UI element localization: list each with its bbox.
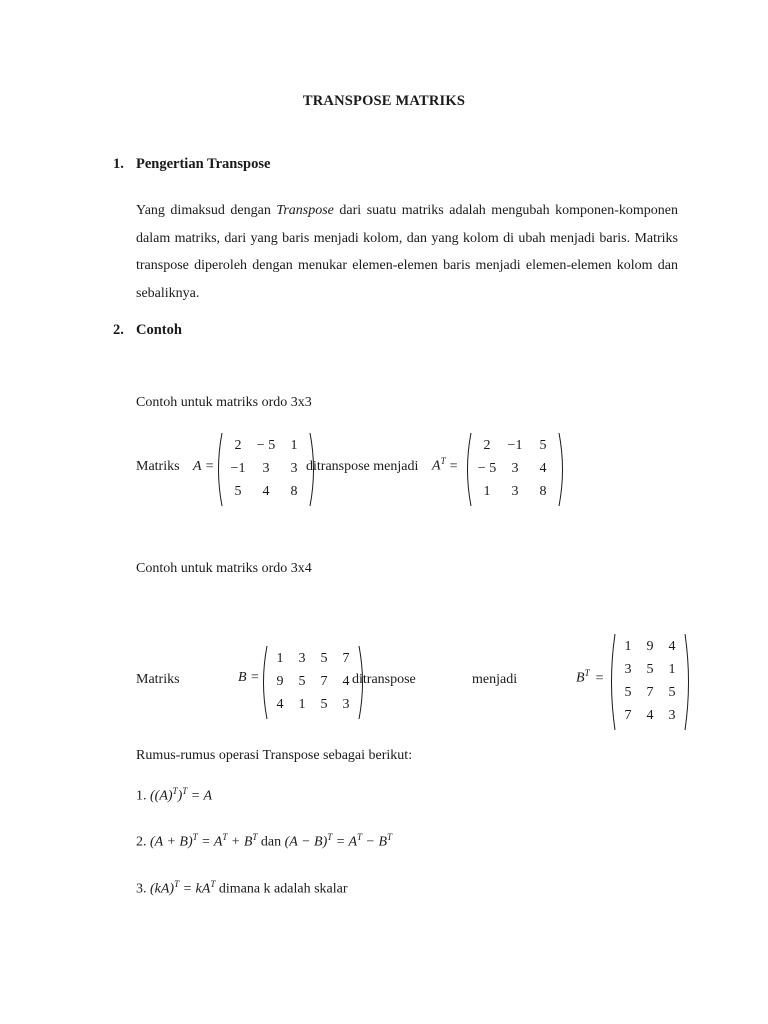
rule-1 xyxy=(136,786,212,805)
matrix-cell: 5 xyxy=(539,437,547,453)
example1-rhs-eq: = xyxy=(449,458,458,474)
rule-1-c: = A xyxy=(187,788,212,804)
matrix-cell: 3 xyxy=(511,460,519,476)
section1-number: 1. xyxy=(113,156,124,172)
matrix-cell: 4 xyxy=(262,483,270,499)
example1-rhs-sup: T xyxy=(440,456,446,466)
matrix-a xyxy=(216,432,316,507)
rule-3-num: 3. xyxy=(136,881,150,897)
matrix-cell: 4 xyxy=(646,707,654,723)
matrix-a-transpose xyxy=(465,432,565,507)
matrix-b xyxy=(261,645,365,720)
rule-1-s1: T xyxy=(172,786,178,796)
rule-3 xyxy=(136,879,348,898)
example2-connector1: ditranspose xyxy=(352,672,416,687)
matrix-cell: 5 xyxy=(320,650,328,666)
matrix-b-transpose xyxy=(609,633,691,731)
example1-connector: ditranspose menjadi xyxy=(306,459,419,474)
rule-2-s3: T xyxy=(252,832,258,842)
rule-1-a: ((A) xyxy=(150,788,173,804)
rule-2-g: − B xyxy=(362,834,388,850)
rule-2-e: (A − B) xyxy=(284,834,328,850)
matrix-cell: 5 xyxy=(624,684,632,700)
matrix-cell: − 5 xyxy=(477,460,497,476)
rule-2-f: = A xyxy=(332,834,358,850)
matrix-cell: −1 xyxy=(507,437,523,453)
matrix-cell: 9 xyxy=(276,673,284,689)
rule-2-c: + B xyxy=(227,834,253,850)
matrix-cell: 3 xyxy=(262,460,270,476)
rule-2-s6: T xyxy=(387,832,393,842)
rule-2-s2: T xyxy=(222,832,228,842)
rule-1-s2: T xyxy=(182,786,188,796)
rule-3-c: dimana k adalah skalar xyxy=(215,881,348,897)
matrix-cell: 8 xyxy=(539,483,547,499)
rule-3-a: (kA) xyxy=(150,881,175,897)
matrix-cell: 1 xyxy=(290,437,298,453)
matrix-cell: 4 xyxy=(668,638,676,654)
matrix-cell: 1 xyxy=(276,650,284,666)
example2-rhs-base: B xyxy=(576,670,585,686)
matrix-cell: 3 xyxy=(624,661,632,677)
matrix-cell: 4 xyxy=(276,696,284,712)
rule-2-s4: T xyxy=(327,832,333,842)
rule-3-s1: T xyxy=(174,879,180,889)
left-paren xyxy=(219,433,223,506)
page-title: TRANSPOSE MATRIKS xyxy=(302,93,466,109)
rule-2-s5: T xyxy=(357,832,363,842)
matrix-cell: 1 xyxy=(668,661,676,677)
matrix-cell: 4 xyxy=(539,460,547,476)
para-suffix: dari suatu matriks adalah mengubah komponen-komponen dalam matriks, dari yang baris menjadi kolom, dan yang kolom di ubah menjadi baris. Matriks transpose diperoleh dengan menukar elemen-elemen baris menjadi elemen-elemen kolom dan sebaliknya. xyxy=(136,203,678,301)
matrix-cell: 1 xyxy=(624,638,632,654)
para-italic-term: Transpose xyxy=(276,203,334,218)
matrix-cell: 5 xyxy=(234,483,242,499)
rule-2-b: = A xyxy=(197,834,223,850)
matrix-cell: 1 xyxy=(483,483,491,499)
matrix-cell: 7 xyxy=(320,673,328,689)
example1-caption: Contoh untuk matriks ordo 3x3 xyxy=(136,395,312,410)
section1-paragraph xyxy=(136,197,678,307)
matrix-cell: 5 xyxy=(298,673,306,689)
example2-caption: Contoh untuk matriks ordo 3x4 xyxy=(136,561,312,576)
matrix-cell: 2 xyxy=(483,437,491,453)
example2-rhs-sup: T xyxy=(584,668,590,678)
example2-lhs: B = xyxy=(238,670,260,685)
matrix-cell: 3 xyxy=(668,707,676,723)
rule-3-b: = kA xyxy=(179,881,211,897)
matrix-cell: 3 xyxy=(298,650,306,666)
right-paren xyxy=(685,634,689,730)
example2-connector2: menjadi xyxy=(472,672,518,687)
rule-2-a: (A + B) xyxy=(150,834,193,850)
rule-2-s1: T xyxy=(192,832,198,842)
matrix-cell: 7 xyxy=(646,684,654,700)
matrix-cell: − 5 xyxy=(256,437,276,453)
section2-heading: Contoh xyxy=(136,322,182,338)
matrix-cell: 5 xyxy=(668,684,676,700)
rule-3-s2: T xyxy=(210,879,216,889)
rule-1-b: ) xyxy=(177,788,183,804)
matrix-cell: 9 xyxy=(646,638,654,654)
matrix-cell: 7 xyxy=(342,650,350,666)
example1-rhs-base: A xyxy=(432,458,441,474)
matrix-cell: 8 xyxy=(290,483,298,499)
matrix-cell: 5 xyxy=(320,696,328,712)
example1-lhs: A = xyxy=(193,459,215,474)
left-paren xyxy=(612,634,616,730)
matrix-cell: 1 xyxy=(298,696,306,712)
rule-2-d: dan xyxy=(257,834,285,850)
matrix-cell: 3 xyxy=(511,483,519,499)
matrix-cell: 3 xyxy=(342,696,350,712)
right-paren xyxy=(559,433,563,506)
matrix-cell: −1 xyxy=(230,460,246,476)
rule-2 xyxy=(136,832,392,851)
rule-2-num: 2. xyxy=(136,834,150,850)
matrix-cell: 2 xyxy=(234,437,242,453)
matrix-cell: 7 xyxy=(624,707,632,723)
example1-rhs xyxy=(432,456,457,475)
example2-rhs xyxy=(576,668,603,687)
example2-rhs-eq: = xyxy=(595,670,604,686)
example2-label: Matriks xyxy=(136,672,180,687)
matrix-cell: 4 xyxy=(342,673,350,689)
para-prefix: Yang dimaksud dengan xyxy=(136,203,277,218)
matrix-cell: 3 xyxy=(290,460,298,476)
left-paren xyxy=(468,433,472,506)
rules-intro: Rumus-rumus operasi Transpose sebagai berikut: xyxy=(136,748,413,763)
section2-number: 2. xyxy=(113,322,124,338)
example1-label: Matriks xyxy=(136,459,180,474)
left-paren xyxy=(264,646,268,719)
section1-heading: Pengertian Transpose xyxy=(136,156,271,172)
matrix-cell: 5 xyxy=(646,661,654,677)
rule-1-num: 1. xyxy=(136,788,150,804)
